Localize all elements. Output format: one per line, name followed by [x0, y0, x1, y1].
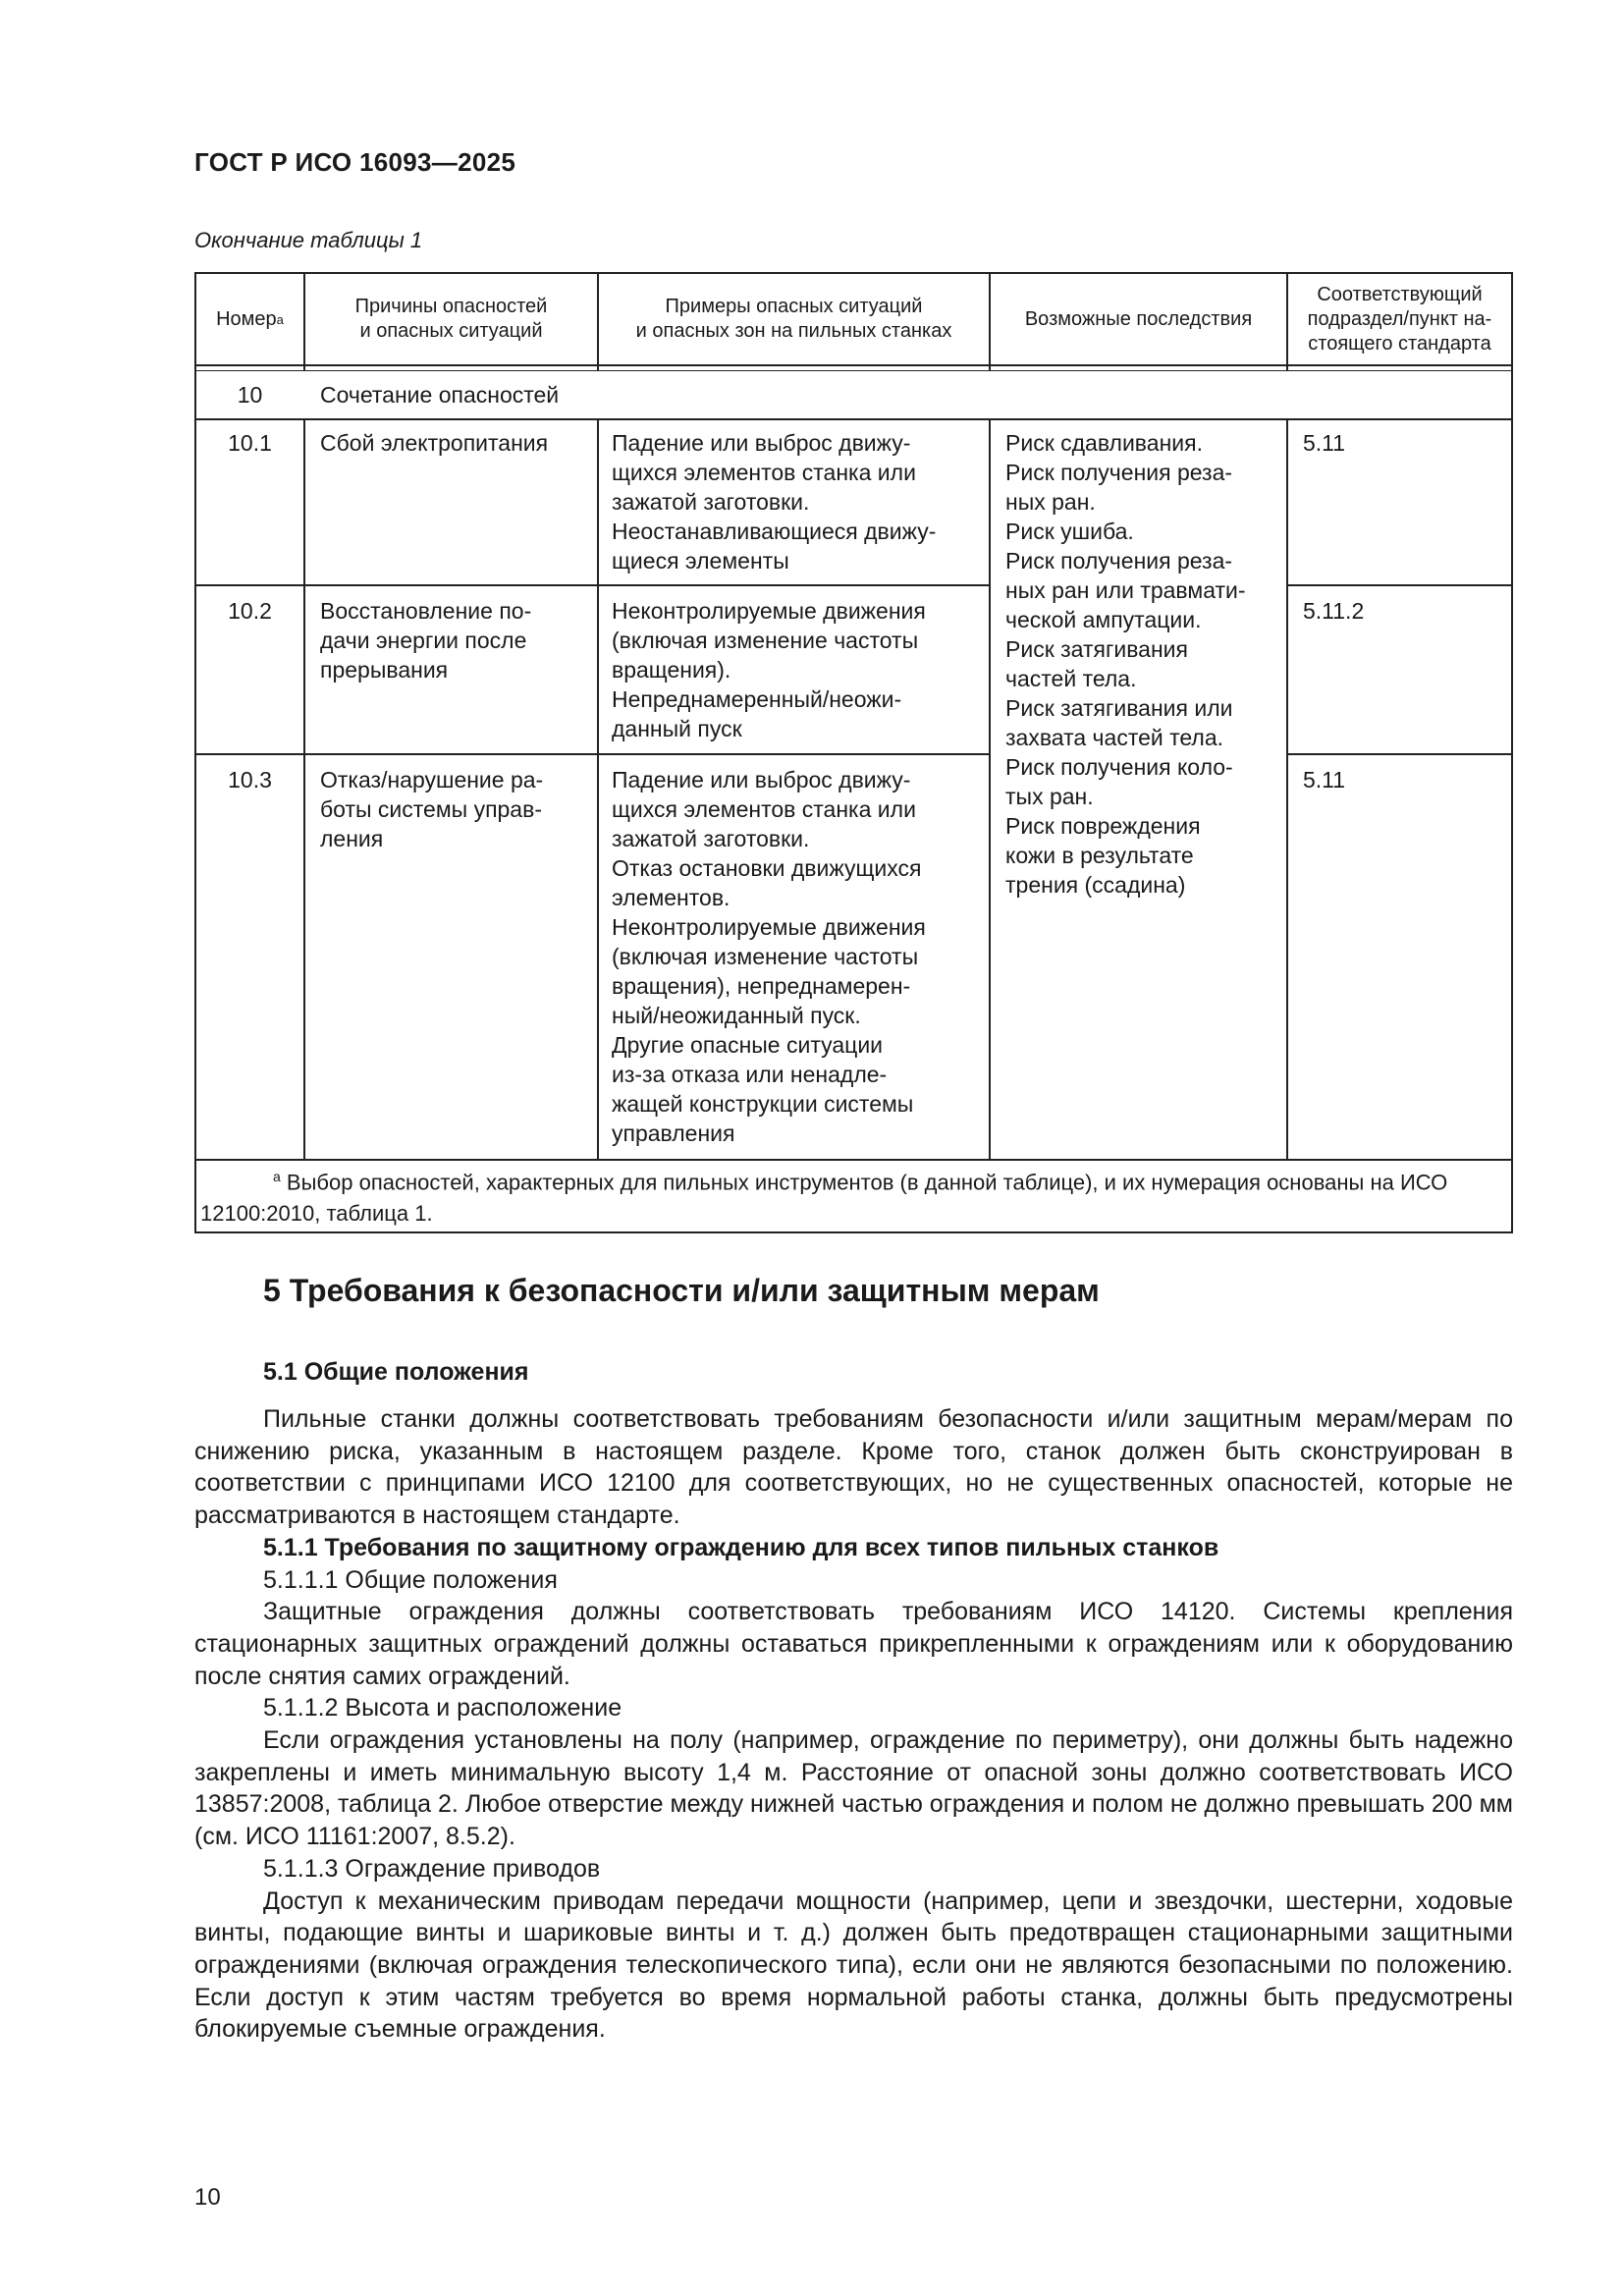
row-sep-1-right [1286, 584, 1513, 586]
row-cause: Отказ/нарушение ра- боты системы управ- ления [320, 767, 544, 851]
table-border-bottom [194, 1231, 1513, 1233]
paragraph: Если ограждения установлены на полу (например, ограждение по периметру), они должны быть надежно закреплены и иметь минимальную высоту 1,4 м. Расстояние от опасной зоны должно соответствовать ИСО 13857:2008, таблица 2. Любое отверстие между нижней частью ограждения и полом не должно превышать 200 мм (см. ИСО 11161:2007, 8.5.2). [194, 1726, 1513, 1851]
row-clause: 5.11 [1303, 767, 1346, 793]
col-sep-4 [1286, 418, 1288, 1159]
footnote-mark: a [273, 1169, 281, 1184]
col-sep-2 [597, 418, 599, 1159]
clause-5-1-1-2-title: 5.1.1.2 Высота и расположение [263, 1694, 622, 1722]
row-number: 10.2 [228, 598, 272, 624]
clause-5-1-1-3-title: 5.1.1.3 Ограждение приводов [263, 1854, 601, 1883]
hazards-table [194, 272, 1513, 1233]
row-examples: Падение или выброс движу- щихся элементов станка или зажатой заготовки. Неостанавливающиеся движу- щиеся элементы [612, 430, 937, 574]
group-name: Сочетание опасностей [320, 382, 560, 408]
footnote-text: Выбор опасностей, характерных для пильных инструментов (в данной таблице), и их нумерация основаны на ИСО 12100:2010, таблица 1. [200, 1170, 1448, 1227]
col-header-clause: Соответствующий подраздел/пункт на- стоящего стандарта [1307, 283, 1492, 355]
paragraph: Пильные станки должны соответствовать требованиям безопасности и/или защитным мерам/мерам по снижению риска, указанным в настоящем разделе. Кроме того, станок должен быть сконструирован в соответствии с принципами ИСО 12100 для соответствующих, но не существенных опасностей, которые не рассматриваются в настоящем стандарте. [194, 1405, 1513, 1530]
row-number: 10.1 [228, 430, 272, 456]
section-5-title: 5 Требования к безопасности и/или защитным мерам [263, 1273, 1100, 1308]
page-number: 10 [194, 2184, 221, 2211]
group-row-rule [194, 418, 1513, 420]
col-header-consequences: Возможные последствия [1024, 307, 1253, 330]
col-header-number-sup: a [276, 311, 284, 327]
col-sep-3 [989, 418, 991, 1159]
row-cause: Восстановление по- дачи энергии после прерывания [320, 598, 532, 683]
table-caption: Окончание таблицы 1 [194, 228, 423, 252]
col-header-cause: Причины опасностей и опасных ситуаций [354, 296, 548, 342]
col-header-number [196, 274, 303, 364]
row-clause: 5.11 [1303, 430, 1346, 456]
section-5-body [194, 1403, 1513, 2046]
row-sep-1-left [194, 584, 991, 586]
header-rule-1 [194, 364, 1513, 366]
group-number: 10 [237, 382, 263, 408]
row-cause: Сбой электропитания [320, 430, 549, 456]
row-sep-2-left [194, 753, 991, 755]
header-rule-2 [194, 370, 1513, 371]
clause-5-1-1-1-title: 5.1.1.1 Общие положения [263, 1565, 558, 1594]
row-number: 10.3 [228, 767, 272, 793]
subsection-5-1-1-title: 5.1.1 Требования по защитному ограждению для всех типов пильных станков [263, 1533, 1219, 1561]
col-header-number-text: Номер [216, 307, 277, 330]
consequences-merged-cell: Риск сдавливания. Риск получения реза- ных ран. Риск ушиба. Риск получения реза- ных ран или травмати- ческой ампутации. Риск затягивания частей тела. Риск затягивания или захвата частей тела. Риск получения коло- тых ран. Риск повреждения кожи в результате трения (ссадина) [1005, 430, 1246, 898]
table-footnote [200, 1161, 1506, 1230]
row-clause: 5.11.2 [1303, 598, 1365, 624]
col-header-examples: Примеры опасных ситуаций и опасных зон на пильных станках [635, 296, 952, 342]
col-sep-1 [303, 418, 305, 1159]
section-5-1-title: 5.1 Общие положения [263, 1358, 529, 1386]
row-examples: Падение или выброс движу- щихся элементов станка или зажатой заготовки. Отказ остановки движущихся элементов. Неконтролируемые движения (включая изменение частоты вращения), непреднамерен- ный/неожиданный пуск. Другие опасные ситуации из-за отказа или ненадле- жащей конструкции системы управления [612, 767, 926, 1146]
paragraph: Доступ к механическим приводам передачи мощности (например, цепи и звездочки, шестерни, ходовые винты, подающие винты и шариковые винты и т. д.) должен быть предотвращен стационарными защитными ограждениями (включая ограждения телескопического типа), если они не являются безопасными по положению. Если доступ к этим частям требуется во время нормальной работы станка, должны быть предусмотрены блокируемые съемные ограждения. [194, 1886, 1513, 2044]
paragraph: Защитные ограждения должны соответствовать требованиям ИСО 14120. Системы крепления стационарных защитных ограждений должны оставаться прикрепленными к ограждениям или к оборудованию после снятия самих ограждений. [194, 1598, 1513, 1690]
row-examples: Неконтролируемые движения (включая изменение частоты вращения). Непреднамеренный/неожи- данный пуск [612, 598, 926, 741]
row-sep-2-right [1286, 753, 1513, 755]
document-header-title: ГОСТ Р ИСО 16093—2025 [194, 147, 516, 177]
